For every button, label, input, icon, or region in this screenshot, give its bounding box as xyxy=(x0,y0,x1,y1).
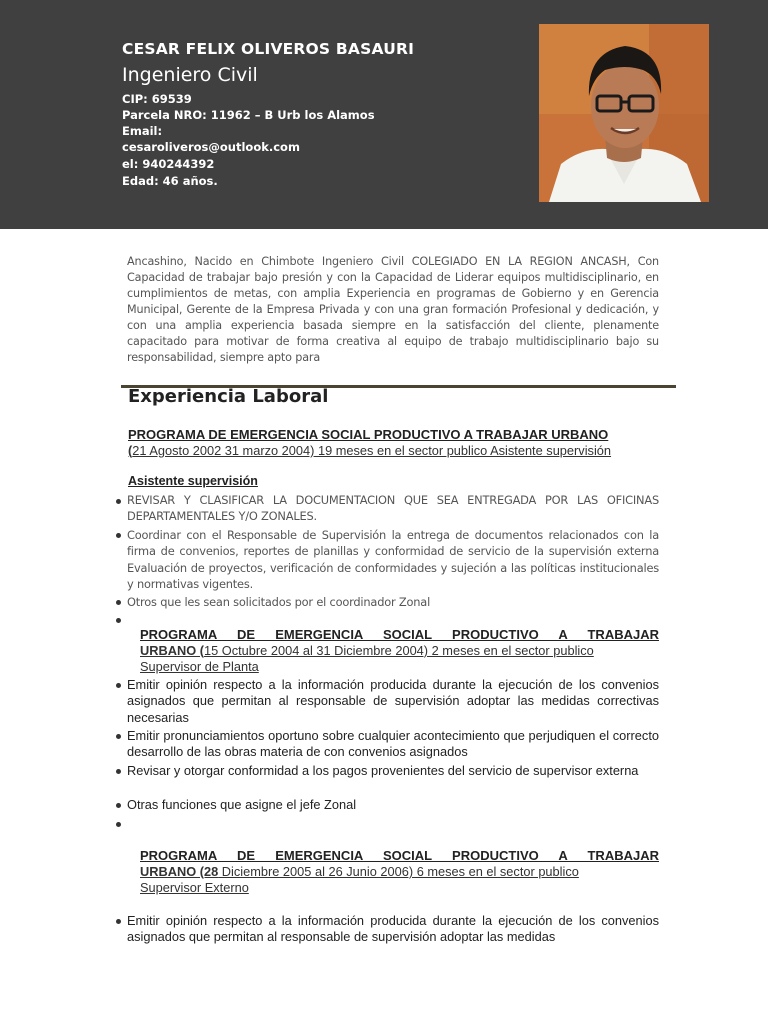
bullet-dot xyxy=(116,734,121,739)
profile-summary: Ancashino, Nacido en Chimbote Ingeniero Civil COLEGIADO EN LA REGION ANCASH, Con Capacidad de trabajar bajo presión y con la Capacidad de Liderar equipos multidisciplinario, en cumplimientos de metas, con amplia Experiencia en programas de Gobierno y en Gerencia Municipal, Gerente de la Empresa Privada y con una gran formación Profesional y dedicación, y con una amplia experiencia basada siempre en la satisfacción del cliente, plenamente capacitado para motivar de forma creativa al equipo de trabajo multidisciplinario bajo su responsabilidad, siempre apto para xyxy=(127,255,659,364)
job1-bullet-1: REVISAR Y CLASIFICAR LA DOCUMENTACION QUE SEA ENTREGADA POR LAS OFICINAS DEPARTAMENTALES Y/O ZONALES. xyxy=(127,493,659,524)
job2-heading: PROGRAMA DE EMERGENCIA SOCIAL PRODUCTIVO A TRABAJAR xyxy=(140,627,659,642)
age: Edad: 46 años. xyxy=(122,174,218,188)
section-title-experience: Experiencia Laboral xyxy=(128,386,329,407)
job2-bullet-3: Revisar y otorgar conformidad a los pagos provenientes del servicio de supervisor externa xyxy=(127,763,639,778)
bullet-dot xyxy=(116,919,121,924)
candidate-profession: Ingeniero Civil xyxy=(122,64,258,86)
email: cesaroliveros@outlook.com xyxy=(122,140,300,154)
job1-dates-text: 21 Agosto 2002 31 marzo 2004) 19 meses en el sector publico Asistente supervisión xyxy=(132,443,612,458)
cip-number: CIP: 69539 xyxy=(122,92,192,106)
job3-heading: PROGRAMA DE EMERGENCIA SOCIAL PRODUCTIVO A TRABAJAR xyxy=(140,848,659,863)
email-label: Email: xyxy=(122,124,163,138)
job3-role: Supervisor Externo xyxy=(140,880,249,895)
job2-bullet-4: Otras funciones que asigne el jefe Zonal xyxy=(127,797,357,812)
bullet-dot xyxy=(116,533,121,538)
bullet-dot xyxy=(116,499,121,504)
job3-bullet-1: Emitir opinión respecto a la información producida durante la ejecución de los convenios asignados que permitan al responsable de supervisión adoptar las medidas xyxy=(127,913,659,945)
profile-photo xyxy=(539,24,709,202)
candidate-name: CESAR FELIX OLIVEROS BASAURI xyxy=(122,40,415,58)
job1-dates xyxy=(128,443,611,458)
bullet-dot xyxy=(116,769,121,774)
job2-dates-text: 15 Octubre 2004 al 31 Diciembre 2004) 2 meses en el sector publico xyxy=(203,643,594,658)
job3-heading-cont: URBANO (28 xyxy=(140,864,219,879)
bullet-dot xyxy=(116,618,121,623)
job2-role: Supervisor de Planta xyxy=(140,659,259,674)
job1-heading: PROGRAMA DE EMERGENCIA SOCIAL PRODUCTIVO A TRABAJAR URBANO xyxy=(128,427,609,442)
bullet-dot xyxy=(116,600,121,605)
job2-bullet-1: Emitir opinión respecto a la información producida durante la ejecución de los convenios asignados que permitan al responsable de supervisión adoptar las medidas correctivas necesarias xyxy=(127,677,659,725)
job2-bullet-2: Emitir pronunciamientos oportuno sobre cualquier acontecimiento que perjudiquen el correcto desarrollo de las obras materia de con convenios asignados xyxy=(127,728,659,760)
job1-bullet-2: Coordinar con el Responsable de Supervisión la entrega de documentos relacionados con la firma de convenios, reportes de planillas y conformidad de servicio de la supervisión externa Evaluación de proyectos, verificación de conformidades y sujeción a las políticas institucionales y normativas vigentes. xyxy=(127,528,659,591)
job1-paren: ( xyxy=(128,443,133,458)
job3-dates xyxy=(140,864,659,879)
cv-header xyxy=(0,0,768,229)
bullet-dot xyxy=(116,803,121,808)
job2-heading-cont: URBANO ( xyxy=(140,643,204,658)
bullet-dot xyxy=(116,683,121,688)
address: Parcela NRO: 11962 – B Urb los Alamos xyxy=(122,108,375,122)
job2-dates xyxy=(140,643,659,658)
bullet-dot xyxy=(116,822,121,827)
phone: el: 940244392 xyxy=(122,157,215,171)
job1-role: Asistente supervisión xyxy=(128,474,258,488)
job1-bullet-3: Otros que les sean solicitados por el coordinador Zonal xyxy=(127,595,431,609)
job3-dates-text: Diciembre 2005 al 26 Junio 2006) 6 meses en el sector publico xyxy=(218,864,579,879)
